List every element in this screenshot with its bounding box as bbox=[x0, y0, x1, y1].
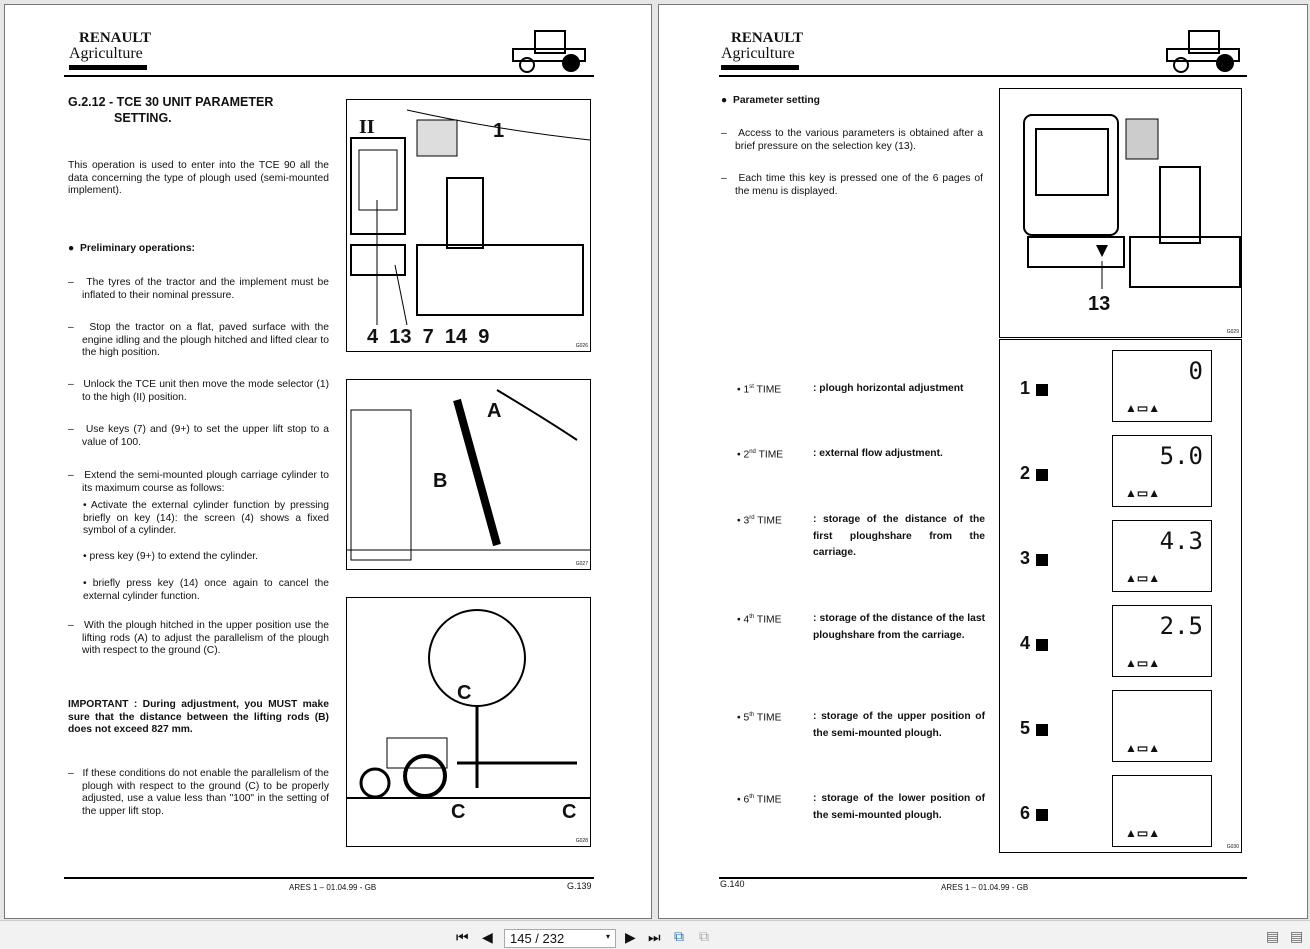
step-number: 2 bbox=[1020, 463, 1031, 483]
tractor-logo-icon bbox=[505, 27, 593, 73]
footer-ref: ARES 1 – 01.04.99 - GB bbox=[941, 883, 1029, 892]
plough-symbol-icon: ▲▭▲ bbox=[1125, 486, 1161, 500]
figure-code: G030 bbox=[1226, 844, 1239, 850]
figure-plough-parallelism bbox=[346, 597, 591, 847]
step-number: 5 bbox=[1020, 718, 1031, 738]
plough-symbol-icon: ▲▭▲ bbox=[1125, 826, 1161, 840]
single-page-view-icon[interactable]: ▤ bbox=[1266, 928, 1280, 944]
display-screen bbox=[1112, 605, 1212, 677]
display-value: 4.3 bbox=[1159, 527, 1203, 555]
step-label: • 4th TIME bbox=[737, 614, 782, 626]
list-item: – Stop the tractor on a flat, paved surface with the engine idling and the plough hitched and lifted clear to the high position. bbox=[68, 322, 329, 359]
next-view-icon[interactable]: ⧉ bbox=[699, 928, 709, 944]
figure-code: G029 bbox=[1226, 329, 1239, 335]
first-page-button[interactable]: ⏮ bbox=[456, 929, 469, 945]
display-screen bbox=[1112, 520, 1212, 592]
step-label: • 2nd TIME bbox=[737, 449, 784, 461]
step-row bbox=[737, 611, 987, 644]
list-item: – Unlock the TCE unit then move the mode selector (1) to the high (II) position. bbox=[68, 379, 330, 403]
left-page bbox=[4, 4, 652, 919]
footer-rule bbox=[719, 877, 1247, 879]
logo-line2: Agriculture bbox=[69, 45, 143, 62]
page-number: G.139 bbox=[567, 881, 592, 891]
logo-line1: RENAULT bbox=[79, 30, 151, 46]
step-row bbox=[737, 381, 987, 398]
display-value: 0 bbox=[1188, 357, 1203, 385]
footer-rule bbox=[64, 877, 594, 879]
figure-code: G027 bbox=[575, 561, 588, 567]
list-item: – With the plough hitched in the upper position use the lifting rods (A) to adjust the parallelism of the plough with respect to the ground (C). bbox=[68, 620, 330, 657]
list-item: – Extend the semi-mounted plough carriage cylinder to its maximum course as follows: bbox=[68, 470, 329, 494]
figure-menu-pages bbox=[999, 339, 1242, 853]
key-labels: 4 13 7 14 9 bbox=[367, 326, 490, 348]
step-description: : storage of the upper position of the semi-mounted plough. bbox=[813, 711, 985, 739]
list-item: – Each time this key is pressed one of the 6 pages of the menu is displayed. bbox=[721, 173, 983, 197]
header-rule bbox=[64, 75, 594, 77]
tractor-logo-icon bbox=[1159, 27, 1247, 73]
important-note: IMPORTANT : During adjustment, you MUST make sure that the distance between the lifting rods (B) does not exceed 827 mm. bbox=[68, 699, 329, 736]
continuous-view-icon[interactable]: ▤ bbox=[1290, 928, 1304, 944]
page-number: G.140 bbox=[720, 879, 745, 889]
title-line2: SETTING. bbox=[114, 111, 172, 125]
display-value: 5.0 bbox=[1159, 442, 1203, 470]
step-description: : storage of the distance of the first ploughshare from the carriage. bbox=[813, 514, 985, 558]
logo-bar bbox=[69, 65, 147, 70]
parameter-heading: ● Parameter setting bbox=[721, 95, 820, 106]
prelim-heading: ● Preliminary operations: bbox=[68, 243, 195, 254]
selection-key-icon bbox=[1036, 639, 1048, 651]
previous-view-icon[interactable]: ⧉ bbox=[674, 928, 684, 944]
selection-key-icon bbox=[1036, 809, 1048, 821]
label-13: 13 bbox=[1088, 293, 1111, 315]
last-page-button[interactable]: ⏭ bbox=[648, 929, 661, 945]
step-description: : external flow adjustment. bbox=[813, 448, 943, 459]
step-description: : plough horizontal adjustment bbox=[813, 383, 964, 394]
label-ii: II bbox=[359, 116, 375, 138]
intro-paragraph: This operation is used to enter into the TCE 90 all the data concerning the type of plough used (semi-mounted implement). bbox=[68, 160, 329, 197]
sub-item: • Activate the external cylinder function by pressing briefly on key (14): the screen (4) shows a fixed symbol of a cylinder. bbox=[83, 500, 329, 537]
next-page-button[interactable]: ▶ bbox=[625, 929, 636, 945]
plough-symbol-icon: ▲▭▲ bbox=[1125, 401, 1161, 415]
plough-symbol-icon: ▲▭▲ bbox=[1125, 741, 1161, 755]
step-number: 6 bbox=[1020, 803, 1031, 823]
step-number: 4 bbox=[1020, 633, 1031, 653]
figure-code: G028 bbox=[575, 838, 588, 844]
prelim-heading-text: Preliminary operations: bbox=[79, 243, 195, 254]
sub-item: • press key (9+) to extend the cylinder. bbox=[83, 551, 259, 562]
display-screen bbox=[1112, 775, 1212, 847]
selection-key-icon bbox=[1036, 724, 1048, 736]
selection-key-icon bbox=[1036, 384, 1048, 396]
label-b: B bbox=[433, 470, 448, 492]
sub-item: • briefly press key (14) once again to cancel the external cylinder function. bbox=[83, 578, 329, 602]
selection-key-icon bbox=[1036, 469, 1048, 481]
step-label: • 1st TIME bbox=[737, 384, 782, 396]
step-number: 1 bbox=[1020, 378, 1031, 398]
list-item: – The tyres of the tractor and the implement must be inflated to their nominal pressure. bbox=[68, 277, 329, 301]
logo-line2: Agriculture bbox=[721, 45, 795, 62]
renault-logo bbox=[721, 31, 803, 70]
renault-logo bbox=[69, 31, 151, 70]
step-label: • 3rd TIME bbox=[737, 515, 782, 527]
step-row bbox=[737, 709, 987, 742]
right-page bbox=[658, 4, 1308, 919]
logo-line1: RENAULT bbox=[731, 30, 803, 46]
step-description: : storage of the distance of the last ploughshare from the carriage. bbox=[813, 613, 985, 641]
footer-ref: ARES 1 – 01.04.99 - GB bbox=[289, 883, 377, 892]
label-c: C bbox=[457, 682, 472, 704]
plough-symbol-icon: ▲▭▲ bbox=[1125, 571, 1161, 585]
figure-lifting-rods bbox=[346, 379, 591, 570]
label-c: C bbox=[451, 801, 466, 823]
label-a: A bbox=[487, 400, 502, 422]
step-description: : storage of the lower position of the semi-mounted plough. bbox=[813, 793, 985, 821]
step-row bbox=[737, 446, 987, 463]
display-screen bbox=[1112, 350, 1212, 422]
display-screen bbox=[1112, 435, 1212, 507]
previous-page-button[interactable]: ◀ bbox=[482, 929, 493, 945]
list-item: – Use keys (7) and (9+) to set the upper lift stop to a value of 100. bbox=[68, 424, 329, 448]
step-label: • 6th TIME bbox=[737, 794, 782, 806]
list-item: – Access to the various parameters is obtained after a brief pressure on the selection key (13). bbox=[721, 128, 984, 152]
step-row bbox=[737, 512, 987, 562]
header-rule bbox=[719, 75, 1247, 77]
step-row bbox=[737, 791, 987, 824]
section-title bbox=[68, 94, 273, 126]
list-item: – If these conditions do not enable the parallelism of the plough with respect to the ground (C) to be properly adjusted, use a value less than "100" in the setting of the upper lift stop. bbox=[68, 768, 330, 818]
step-number: 3 bbox=[1020, 548, 1031, 568]
logo-bar bbox=[721, 65, 799, 70]
plough-symbol-icon: ▲▭▲ bbox=[1125, 656, 1161, 670]
step-label: • 5th TIME bbox=[737, 712, 782, 724]
figure-control-panel bbox=[346, 99, 591, 352]
display-screen bbox=[1112, 690, 1212, 762]
label-1: 1 bbox=[493, 120, 505, 142]
label-c: C bbox=[562, 801, 577, 823]
title-line1: G.2.12 - TCE 30 UNIT PARAMETER bbox=[68, 95, 274, 109]
figure-selection-key bbox=[999, 88, 1242, 338]
display-value: 2.5 bbox=[1159, 612, 1203, 640]
page-number-input[interactable]: 145 / 232 ▾ bbox=[504, 929, 616, 948]
figure-code: G026 bbox=[575, 343, 588, 349]
selection-key-icon bbox=[1036, 554, 1048, 566]
dropdown-arrow-icon[interactable]: ▾ bbox=[605, 932, 610, 941]
